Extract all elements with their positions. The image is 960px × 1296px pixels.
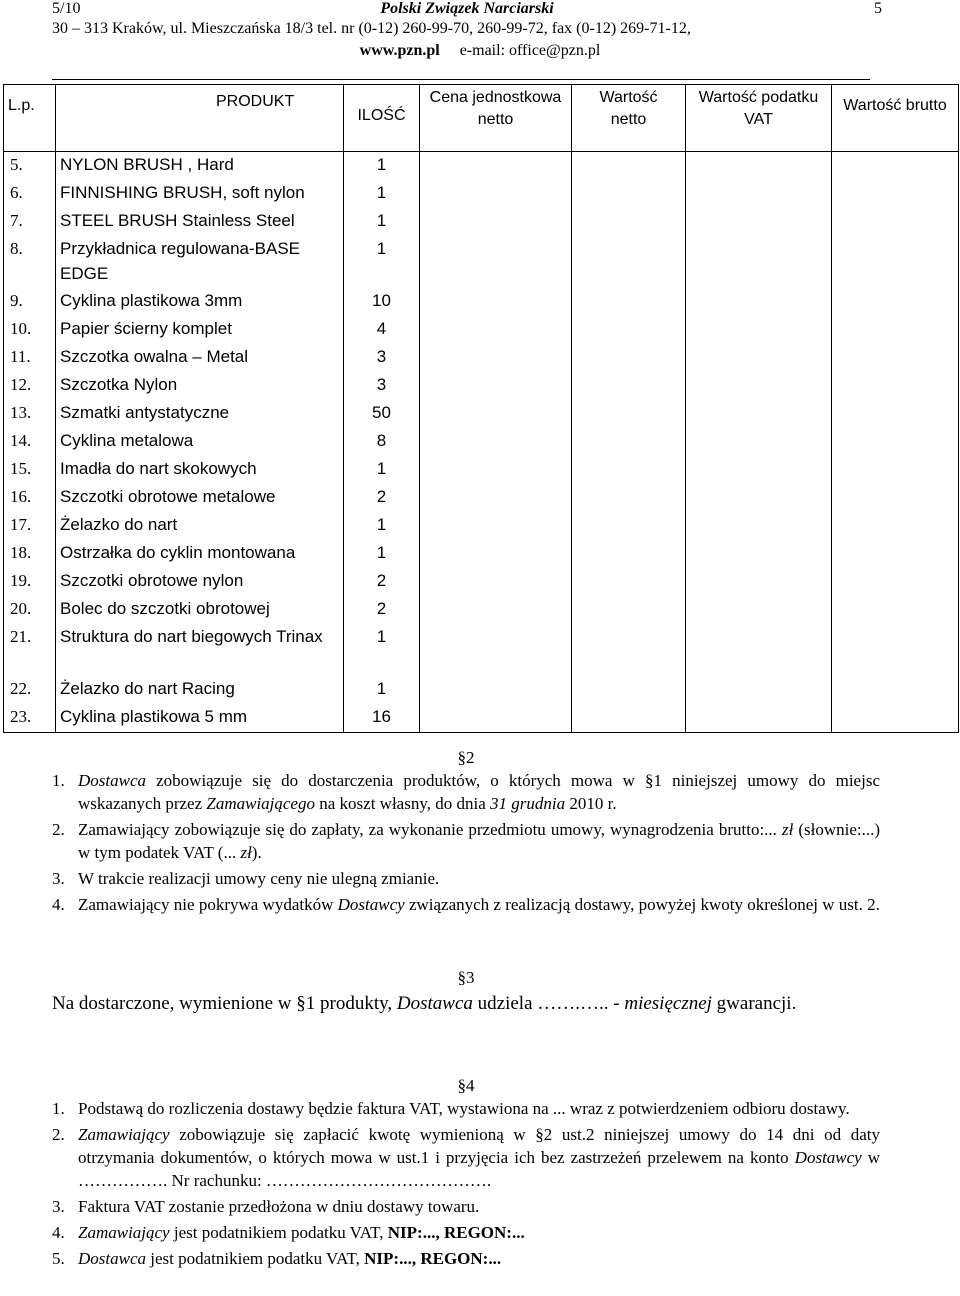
section-3-text [52,991,880,1017]
net-value-cell [572,400,686,428]
col-header-net-line1: Wartość [599,89,658,106]
table-row [4,512,959,540]
product-name: Szczotka owalna – Metal [56,344,344,372]
row-number: 8. [4,236,56,288]
col-header-vat-value [686,85,832,152]
gross-value-cell [832,316,959,344]
text-fragment: Dostawcy [337,895,405,914]
vat-value-cell [686,236,832,288]
gross-value-cell [832,568,959,596]
page-header [52,0,882,20]
gross-value-cell [832,596,959,624]
row-number: 12. [4,372,56,400]
text-fragment: W trakcie realizacji umowy ceny nie ulegną zmianie. [78,869,440,888]
gross-value-cell [832,624,959,676]
unit-price-cell [420,704,572,733]
product-name: FINNISHING BRUSH, soft nylon [56,180,344,208]
row-number: 14. [4,428,56,456]
list-item-number: 1. [52,1099,65,1118]
vat-value-cell [686,428,832,456]
vat-value-cell [686,152,832,181]
product-quantity: 16 [344,704,420,733]
table-row [4,372,959,400]
net-value-cell [572,180,686,208]
col-header-vat-line1: Wartość podatku [698,89,819,106]
table-row [4,236,959,288]
text-fragment: 31 grudnia [490,794,566,813]
list-item-number: 1. [52,771,65,790]
list-item-number: 3. [52,1197,65,1216]
text-fragment: Dostawcy [794,1148,862,1167]
product-name: Bolec do szczotki obrotowej [56,596,344,624]
product-quantity: 8 [344,428,420,456]
gross-value-cell [832,372,959,400]
product-name: Cyklina metalowa [56,428,344,456]
items-table [3,84,959,733]
unit-price-cell [420,540,572,568]
unit-price-cell [420,180,572,208]
row-number: 9. [4,288,56,316]
row-number: 23. [4,704,56,733]
gross-value-cell [832,236,959,288]
net-value-cell [572,596,686,624]
net-value-cell [572,236,686,288]
row-number: 7. [4,208,56,236]
vat-value-cell [686,344,832,372]
table-row [4,568,959,596]
product-quantity: 1 [344,152,420,181]
table-row [4,316,959,344]
product-name: Szmatki antystatyczne [56,400,344,428]
text-fragment: ). [251,843,262,862]
table-row [4,152,959,181]
text-fragment: Dostawca [78,1249,146,1268]
text-fragment: Zamawiający zobowiązuje się do zapłaty, za wykonanie przedmiotu umowy, wynagrodzenia brutto:... [78,820,782,839]
table-row [4,484,959,512]
table-row [4,180,959,208]
organization-name: Polski Związek Narciarski [380,0,554,17]
text-fragment: Zamawiający [78,1223,170,1242]
text-fragment: miesięcznej [624,993,712,1014]
unit-price-cell [420,372,572,400]
unit-price-cell [420,288,572,316]
text-fragment: Dostawca [78,771,146,790]
net-value-cell [572,676,686,704]
list-item [52,867,880,890]
row-number: 10. [4,316,56,344]
gross-value-cell [832,456,959,484]
product-quantity: 2 [344,596,420,624]
text-fragment: zobowiązuje się zapłacić kwotę wymienioną w §2 ust.2 niniejszej umowy do 14 dni od daty otrzymania dokumentów, o których mowa w ust.1 i przyjęcia ich bez zastrzeżeń przelewem na konto [78,1125,880,1167]
product-quantity: 10 [344,288,420,316]
gross-value-cell [832,540,959,568]
gross-value-cell [832,428,959,456]
text-fragment: Faktura VAT zostanie przedłożona w dniu dostawy towaru. [78,1197,480,1216]
text-fragment: Podstawą do rozliczenia dostawy będzie faktura VAT, wystawiona na ... wraz z potwierdzeniem odbioru dostawy. [78,1099,850,1118]
text-fragment: jest podatnikiem podatku VAT, [169,1223,388,1242]
product-name: Imadła do nart skokowych [56,456,344,484]
table-row [4,540,959,568]
unit-price-cell [420,400,572,428]
list-item [52,769,880,815]
product-quantity: 1 [344,624,420,676]
gross-value-cell [832,344,959,372]
product-quantity: 1 [344,512,420,540]
vat-value-cell [686,288,832,316]
net-value-cell [572,512,686,540]
list-item-number: 5. [52,1249,65,1268]
unit-price-cell [420,512,572,540]
unit-price-cell [420,568,572,596]
list-item [52,818,880,864]
net-value-cell [572,288,686,316]
unit-price-cell [420,428,572,456]
row-number: 19. [4,568,56,596]
product-name: Struktura do nart biegowych Trinax [56,624,344,676]
net-value-cell [572,372,686,400]
table-row [4,676,959,704]
section-4-title: §4 [457,1076,475,1095]
vat-value-cell [686,704,832,733]
text-fragment: Zamawiającego [206,794,315,813]
net-value-cell [572,540,686,568]
net-value-cell [572,152,686,181]
product-quantity: 3 [344,372,420,400]
gross-value-cell [832,512,959,540]
table-row [4,208,959,236]
vat-value-cell [686,180,832,208]
gross-value-cell [832,484,959,512]
product-quantity: 50 [344,400,420,428]
product-name: Żelazko do nart Racing [56,676,344,704]
col-header-net-value [572,85,686,152]
text-fragment: gwarancji. [711,993,797,1014]
product-name: Żelazko do nart [56,512,344,540]
col-header-net-line2: netto [610,111,647,128]
gross-value-cell [832,180,959,208]
product-quantity: 2 [344,484,420,512]
unit-price-cell [420,676,572,704]
net-value-cell [572,568,686,596]
text-fragment: Dostawca [396,993,473,1014]
product-name: Szczotka Nylon [56,372,344,400]
col-header-unit-price-line2: netto [477,111,514,128]
section-2-list [52,769,880,916]
row-number: 22. [4,676,56,704]
col-header-quantity: ILOŚĆ [344,85,420,152]
items-table-body [4,152,959,733]
vat-value-cell [686,596,832,624]
text-fragment: zł [240,843,252,862]
contact-line [0,42,960,60]
net-value-cell [572,208,686,236]
vat-value-cell [686,540,832,568]
text-fragment: w ……………. Nr rachunku: …………………………………. [78,1148,880,1190]
product-name: Cyklina plastikowa 5 mm [56,704,344,733]
list-item [52,1097,880,1120]
table-row [4,456,959,484]
header-divider [52,79,870,80]
list-item-number: 4. [52,895,65,914]
table-row [4,428,959,456]
net-value-cell [572,316,686,344]
list-item [52,1247,880,1270]
row-number: 21. [4,624,56,676]
email-link[interactable]: e-mail: office@pzn.pl [459,42,601,59]
product-name: STEEL BRUSH Stainless Steel [56,208,344,236]
product-name: Papier ścierny komplet [56,316,344,344]
website-link[interactable]: www.pzn.pl [359,42,440,59]
text-fragment: udziela …….….. - [472,993,625,1014]
list-item [52,893,880,916]
text-fragment: związanych z realizacją dostawy, powyżej kwoty określonej w ust. 2. [404,895,880,914]
product-quantity: 1 [344,676,420,704]
col-header-lp: L.p. [4,85,56,152]
table-header-row [4,85,959,152]
vat-value-cell [686,456,832,484]
product-quantity: 1 [344,180,420,208]
vat-value-cell [686,400,832,428]
unit-price-cell [420,484,572,512]
product-quantity: 1 [344,540,420,568]
product-quantity: 1 [344,456,420,484]
net-value-cell [572,456,686,484]
gross-value-cell [832,152,959,181]
product-quantity: 1 [344,208,420,236]
vat-value-cell [686,676,832,704]
vat-value-cell [686,316,832,344]
unit-price-cell [420,624,572,676]
vat-value-cell [686,484,832,512]
section-2-title: §2 [457,748,475,767]
page-of-label: 5/10 [52,0,81,17]
list-item-number: 4. [52,1223,65,1242]
unit-price-cell [420,152,572,181]
list-item-number: 2. [52,820,65,839]
product-quantity: 3 [344,344,420,372]
vat-value-cell [686,208,832,236]
text-fragment: zł [781,820,794,839]
table-row [4,624,959,676]
text-fragment: NIP:..., REGON:... [387,1223,525,1242]
row-number: 5. [4,152,56,181]
text-fragment: zobowiązuje się do dostarczenia produktów, o których mowa w §1 niniejszej umowy do miejsc wskazanych przez [78,771,880,813]
vat-value-cell [686,512,832,540]
list-item [52,1221,880,1244]
net-value-cell [572,344,686,372]
section-3-title: §3 [457,968,475,987]
row-number: 18. [4,540,56,568]
section-3 [52,966,880,1017]
unit-price-cell [420,208,572,236]
gross-value-cell [832,676,959,704]
row-number: 17. [4,512,56,540]
vat-value-cell [686,568,832,596]
product-quantity: 1 [344,236,420,288]
list-item-number: 3. [52,869,65,888]
table-row [4,288,959,316]
product-name: Przykładnica regulowana-BASE EDGE [56,236,344,288]
row-number: 11. [4,344,56,372]
col-header-vat-line2: VAT [744,111,773,128]
text-fragment: Zamawiający nie pokrywa wydatków [78,895,338,914]
unit-price-cell [420,236,572,288]
table-row [4,596,959,624]
table-row [4,400,959,428]
table-row [4,704,959,733]
text-fragment: jest podatnikiem podatku VAT, [146,1249,365,1268]
net-value-cell [572,624,686,676]
net-value-cell [572,428,686,456]
product-quantity: 2 [344,568,420,596]
vat-value-cell [686,624,832,676]
text-fragment: 2010 r. [565,794,617,813]
text-fragment: NIP:..., REGON:... [364,1249,502,1268]
list-item [52,1195,880,1218]
gross-value-cell [832,288,959,316]
text-fragment: (słownie:...) w tym podatek VAT (... [78,820,880,862]
text-fragment: na koszt własny, do dnia [314,794,490,813]
section-4 [52,1074,880,1273]
list-item-number: 2. [52,1125,65,1144]
col-header-unit-price-line1: Cena jednostkowa [429,89,562,106]
text-fragment: Zamawiający [78,1125,170,1144]
product-name: Szczotki obrotowe nylon [56,568,344,596]
gross-value-cell [832,208,959,236]
section-2 [52,746,880,919]
product-name: Cyklina plastikowa 3mm [56,288,344,316]
product-quantity: 4 [344,316,420,344]
unit-price-cell [420,456,572,484]
unit-price-cell [420,316,572,344]
table-row [4,344,959,372]
gross-value-cell [832,704,959,733]
text-fragment: Na dostarczone, wymienione w §1 produkty, [52,993,397,1014]
product-name: Szczotki obrotowe metalowe [56,484,344,512]
unit-price-cell [420,596,572,624]
address-line: 30 – 313 Kraków, ul. Mieszczańska 18/3 tel. nr (0-12) 260-99-70, 260-99-72, fax (0-12) 269-71-12, [52,20,691,37]
row-number: 6. [4,180,56,208]
product-name: Ostrzałka do cyklin montowana [56,540,344,568]
row-number: 20. [4,596,56,624]
unit-price-cell [420,344,572,372]
vat-value-cell [686,372,832,400]
net-value-cell [572,704,686,733]
col-header-gross-value: Wartość brutto [832,85,959,152]
row-number: 13. [4,400,56,428]
gross-value-cell [832,400,959,428]
product-name: NYLON BRUSH , Hard [56,152,344,181]
row-number: 15. [4,456,56,484]
col-header-unit-price [420,85,572,152]
section-4-list [52,1097,880,1270]
col-header-product: PRODUKT [56,85,344,152]
row-number: 16. [4,484,56,512]
net-value-cell [572,484,686,512]
list-item [52,1123,880,1192]
page-number: 5 [874,0,882,17]
